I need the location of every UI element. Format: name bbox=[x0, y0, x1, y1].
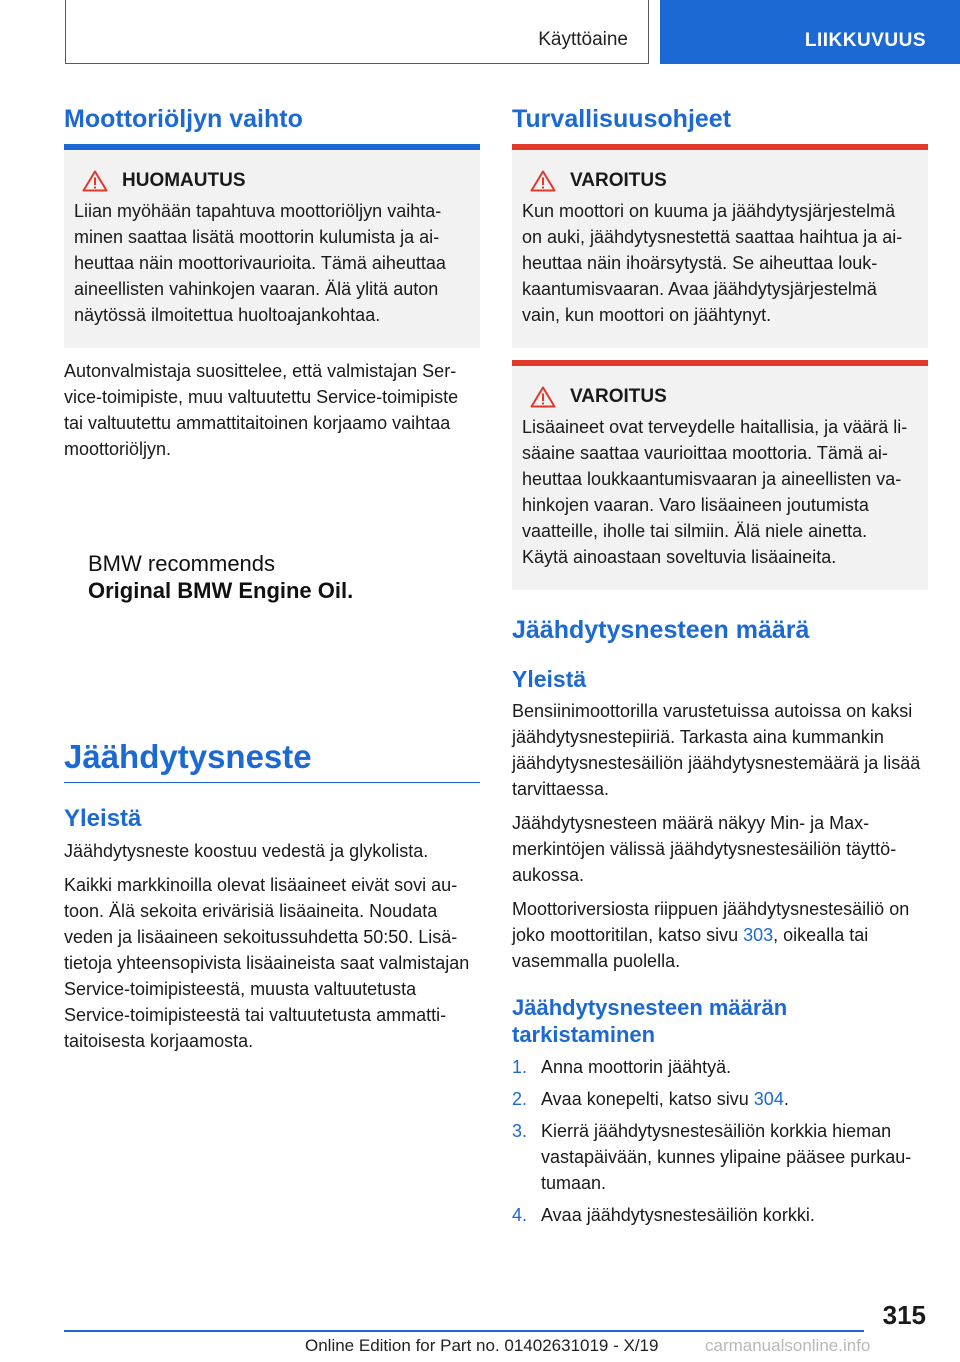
coolant-general-subheading: Yleistä bbox=[64, 805, 142, 832]
notice-text: Liian myöhään tapahtuva moottoriöljyn vaihtaminen saattaa lisätä moottorin kulumista ja aiheuttaa näin moottorivaurioita. Tämä aiheuttaa aineellisten vahinkojen vaaran. Älä ylitä auton näytössä ilmoitettua huoltoajankohtaa. bbox=[74, 201, 446, 325]
notice-box bbox=[64, 150, 480, 348]
oil-change-heading: Moottoriöljyn vaihto bbox=[64, 105, 303, 133]
step-text: Kierrä jäähdytysnestesäiliön korkkia hieman vastapäivään, kunnes ylipaine pääsee purkautumaan. bbox=[541, 1121, 912, 1193]
watermark: carmanualsonline.info bbox=[705, 1336, 871, 1355]
coolant-amount-paragraph-2: Jäähdytysnesteen määrä näkyy Min- ja Max-merkintöjen välissä jäähdytysnestesäiliön täyttöaukossa. bbox=[512, 813, 897, 885]
oil-change-paragraph: Autonvalmistaja suosittelee, että valmistajan Service-toimipiste, muu valtuutettu Service-toimipiste tai valtuutettu ammattitaitoinen korjaamo vaihtaa moottoriöljyn. bbox=[64, 361, 459, 459]
list-item bbox=[512, 1202, 928, 1228]
warning-triangle-icon bbox=[82, 170, 108, 192]
page-header bbox=[0, 0, 960, 66]
coolant-check-steps bbox=[512, 1054, 928, 1228]
warning-text-1: Kun moottori on kuuma ja jäähdytysjärjestelmä on auki, jäähdytysnestettä saattaa haihtua ja aiheuttaa näin ihoärsytystä. Se aiheuttaa loukkaantumisvaaran. Avaa jäähdytysjärjestelmä vain, kun moottori on jäähtynyt. bbox=[522, 201, 903, 325]
page-number: 315 bbox=[882, 1300, 926, 1330]
warning-box-2 bbox=[512, 366, 928, 590]
coolant-section bbox=[64, 804, 480, 1054]
coolant-paragraph-1: Jäähdytysneste koostuu vedestä ja glykolista. bbox=[64, 841, 429, 861]
chapter-tab bbox=[660, 0, 960, 64]
step-text: Avaa jäähdytysnestesäiliön korkki. bbox=[541, 1205, 815, 1225]
coolant-heading: Jäähdytysneste bbox=[64, 736, 480, 783]
edition-text: Online Edition for Part no. 01402631019 - X/19 bbox=[305, 1336, 659, 1355]
warning-box-1 bbox=[512, 150, 928, 348]
warning-triangle-icon bbox=[530, 170, 556, 192]
page-link-303[interactable]: 303 bbox=[743, 925, 774, 945]
section-tab bbox=[65, 0, 649, 64]
coolant-amount-general-subheading: Yleistä bbox=[512, 666, 587, 692]
list-item bbox=[512, 1118, 928, 1196]
notice-title: HUOMAUTUS bbox=[122, 170, 246, 191]
right-column bbox=[512, 100, 928, 1234]
list-item bbox=[512, 1086, 928, 1112]
recommendation-line: BMW recommends bbox=[88, 551, 276, 576]
step-number: 2. bbox=[512, 1089, 528, 1109]
recommendation-product: Original BMW Engine Oil. bbox=[88, 578, 354, 603]
step-text: Anna moottorin jäähtyä. bbox=[541, 1057, 732, 1077]
warning-triangle-icon bbox=[530, 386, 556, 408]
step-number: 3. bbox=[512, 1121, 528, 1141]
step-text: Avaa konepelti, katso sivu 304. bbox=[541, 1089, 789, 1109]
footer-rule bbox=[64, 1330, 864, 1332]
warning-title-2: VAROITUS bbox=[570, 386, 667, 407]
section-title: Käyttöaine bbox=[538, 29, 628, 50]
chapter-title: LIIKKUVUUS bbox=[804, 30, 926, 51]
warning-title-1: VAROITUS bbox=[570, 170, 667, 191]
coolant-check-heading: Jäähdytysnesteen määrän tarkistaminen bbox=[512, 995, 788, 1047]
coolant-paragraph-2: Kaikki markkinoilla olevat lisäaineet eivät sovi autoon. Älä sekoita erivärisiä lisäaineita. Noudata veden ja lisäaineen sekoitussuhdetta 50:50. Lisätietoja yhteensopivista lisäaineista saat valmistajan Service-toimipisteestä, muusta valtuutetusta Service-toimipisteestä tai valtuutetusta ammattitaitoisesta korjaamosta. bbox=[64, 875, 470, 1051]
step-number: 4. bbox=[512, 1205, 528, 1225]
list-item bbox=[512, 1054, 928, 1080]
warning-text-2: Lisäaineet ovat terveydelle haitallisia, ja väärä lisäaine saattaa vaurioittaa moottoria. Tämä aiheuttaa loukkaantumisvaaran ja aineellisten vahinkojen vaaran. Varo lisäaineen joutumista vaatteille, iholle tai silmiin. Älä niele ainetta. Käytä ainoastaan soveltuvia lisäaineita. bbox=[522, 417, 908, 567]
bmw-oil-recommendation bbox=[88, 550, 353, 604]
step-number: 1. bbox=[512, 1057, 528, 1077]
coolant-amount-paragraph-1: Bensiinimoottorilla varustetuissa autoissa on kaksi jäähdytysnestepiiriä. Tarkasta aina kummankin jäähdytysnestesäiliön jäähdytysnestemäärä ja lisää tarvittaessa. bbox=[512, 701, 921, 799]
coolant-amount-heading: Jäähdytysnesteen määrä bbox=[512, 616, 810, 644]
page-link-304[interactable]: 304 bbox=[753, 1089, 784, 1109]
safety-heading: Turvallisuusohjeet bbox=[512, 105, 732, 133]
left-column bbox=[64, 100, 480, 462]
coolant-amount-paragraph-3: Moottoriversiosta riippuen jäähdytysnestesäiliö on joko moottoritilan, katso sivu 303, oikealla tai vasemmalla puolella. bbox=[512, 899, 910, 971]
